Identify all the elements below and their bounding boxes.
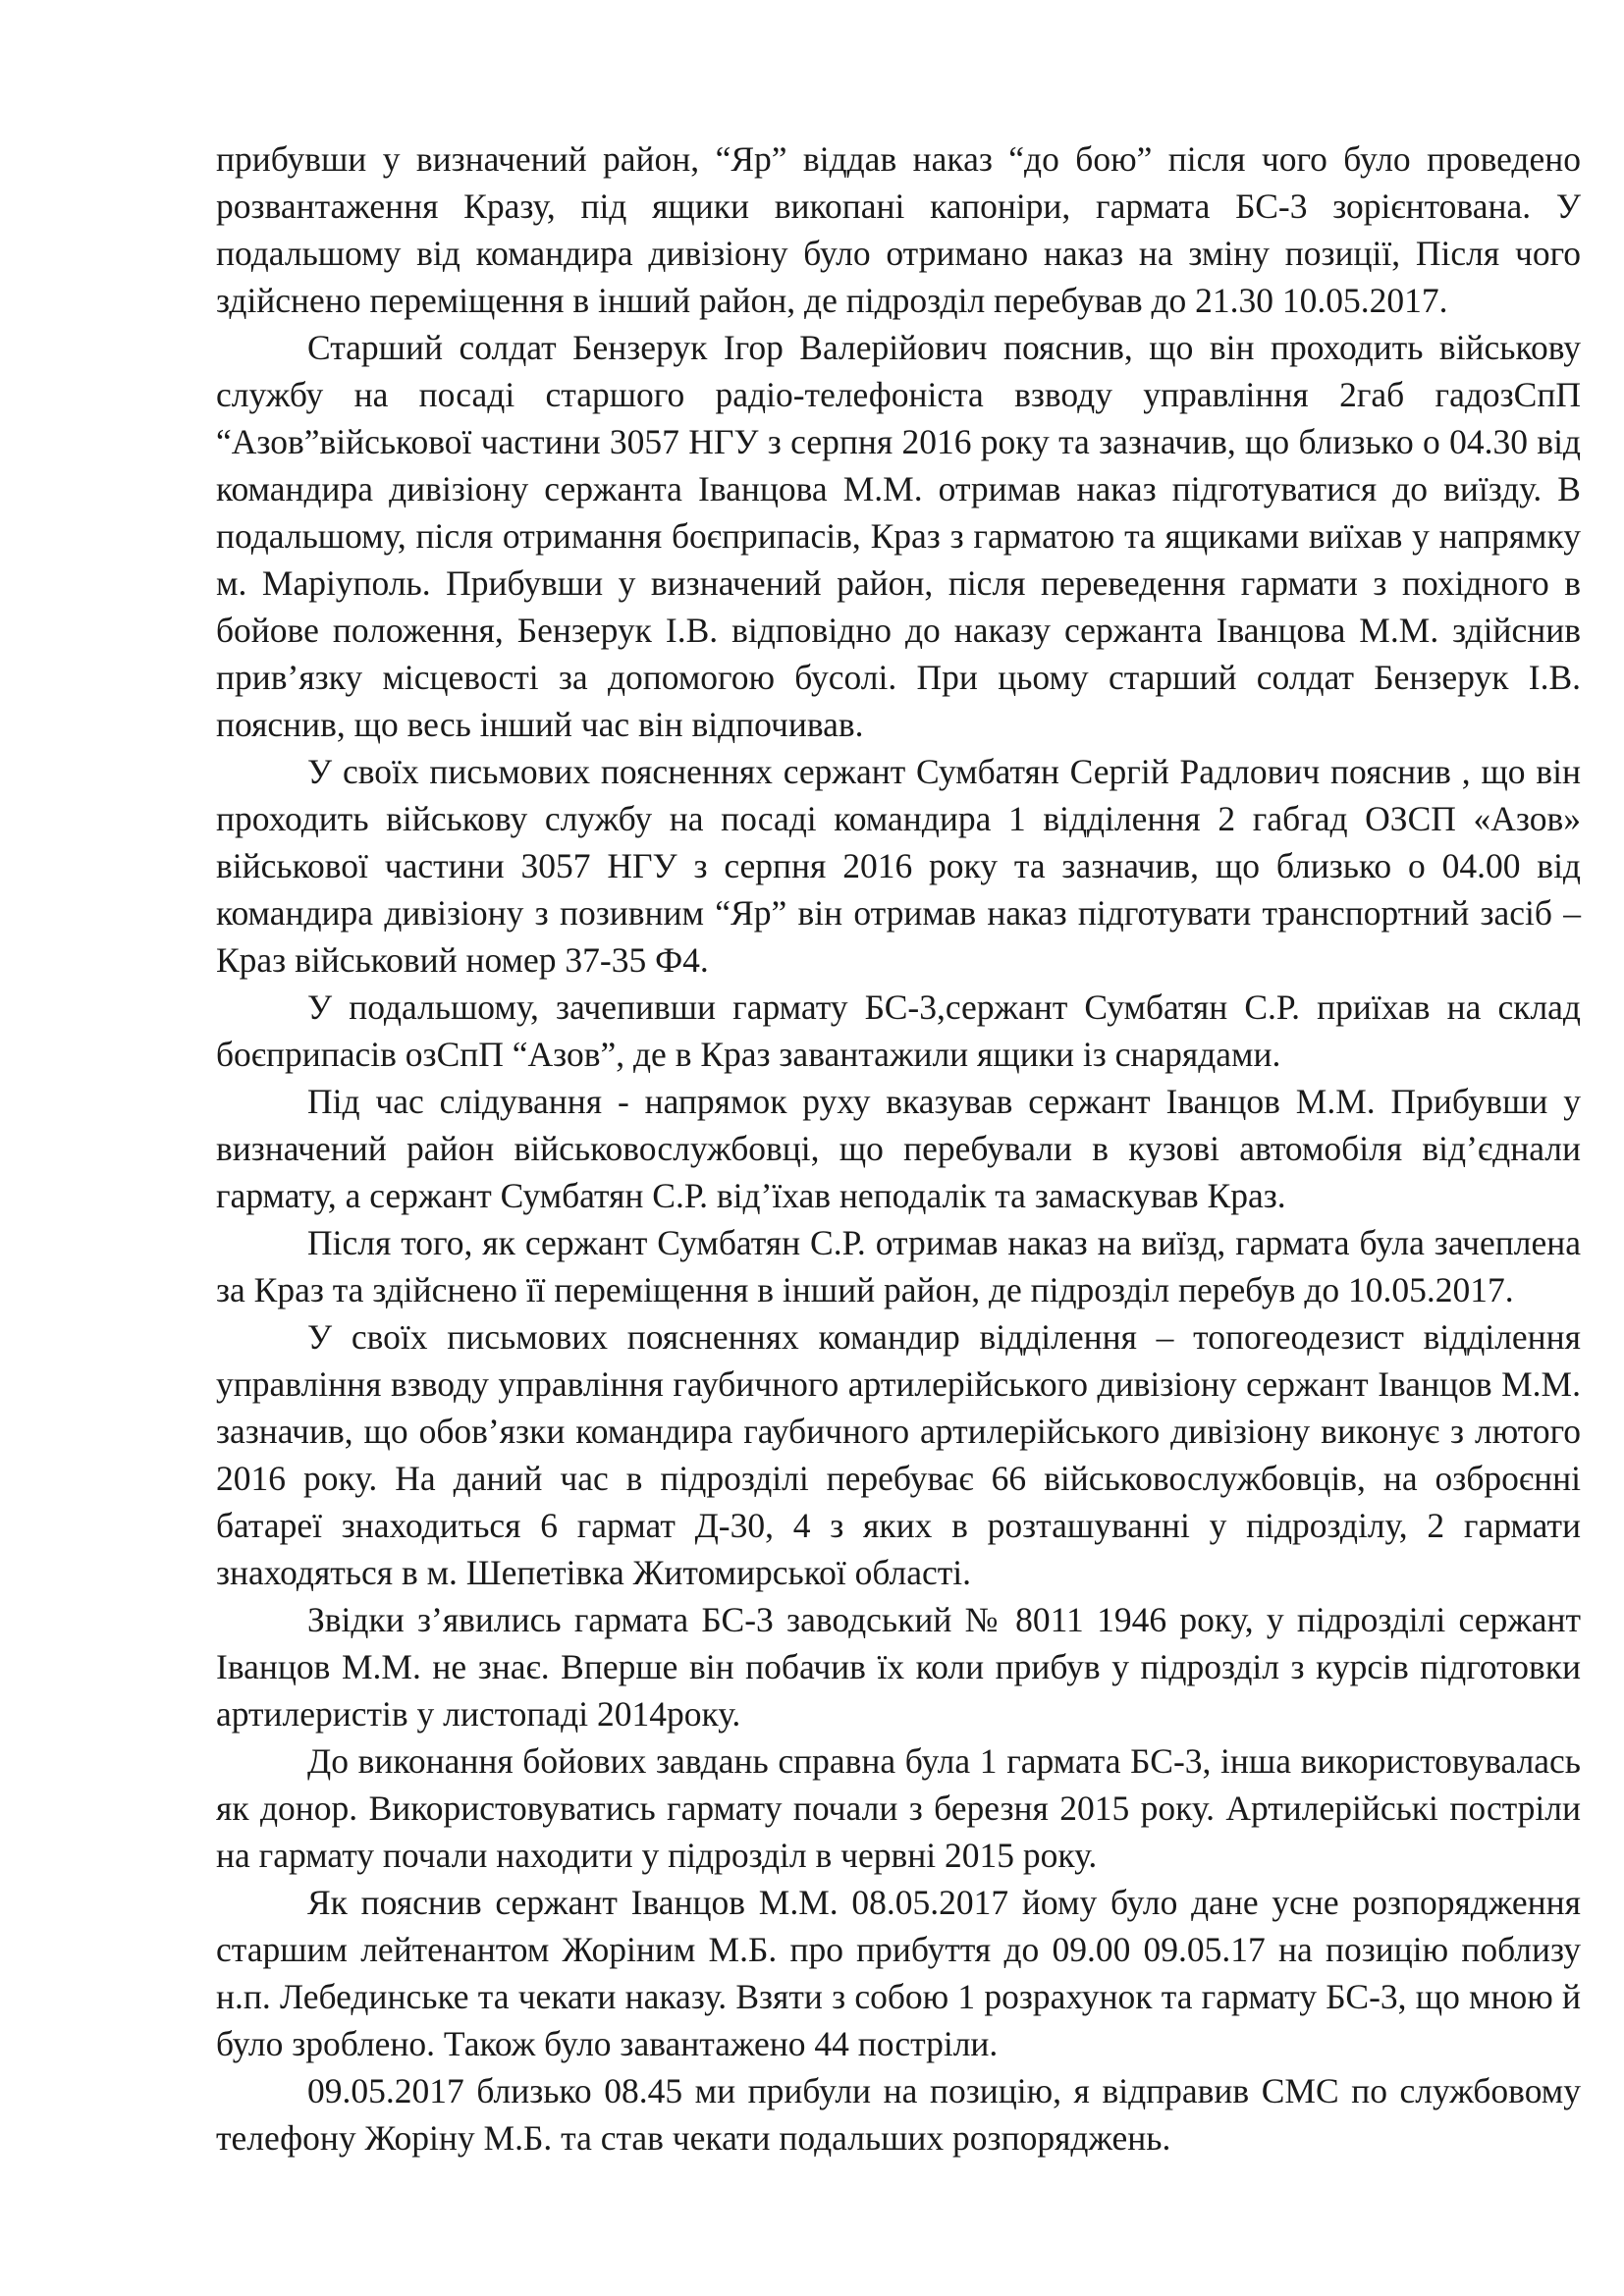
paragraph-7: У своїх письмових поясненнях командир відділення – топогеодезист відділення управління взводу управління гаубичного артилерійського дивізіону сержант Іванцов М.М. зазначив, що обов’язки командира гаубичного артилерійського дивізіону виконує з лютого 2016 року. На даний час в підрозділі перебуває 66 військовослужбовців, на озброєнні батареї знаходиться 6 гармат Д-30, 4 з яких в розташуванні у підрозділу, 2 гармати знаходяться в м. Шепетівка Житомирської області. — [216, 1317, 1581, 1592]
paragraph-3: У своїх письмових поясненнях сержант Сумбатян Сергій Радлович пояснив , що він проходить військову службу на посаді командира 1 відділення 2 габгад ОЗСП «Азов» військової частини 3057 НГУ з серпня 2016 року та зазначив, що близько о 04.00 від командира дивізіону з позивним “Яр” він отримав наказ підготувати транспортний засіб –Краз військовий номер 37-35 Ф4. — [216, 752, 1581, 980]
paragraph-2: Старший солдат Бензерук Ігор Валерійович пояснив, що він проходить військову службу на посаді старшого радіо-телефоніста взводу управління 2габ гадозСпП “Азов”військової частини 3057 НГУ з серпня 2016 року та зазначив, що близько о 04.30 від командира дивізіону сержанта Іванцова М.М. отримав наказ підготуватися до виїзду. В подальшому, після отримання боєприпасів, Краз з гарматою та ящиками виїхав у напрямку м. Маріуполь. Прибувши у визначений район, після переведення гармати з похідного в бойове положення, Бензерук І.В. відповідно до наказу сержанта Іванцова М.М. здійснив прив’язку місцевості за допомогою бусолі. При цьому старший солдат Бензерук І.В. пояснив, що весь інший час він відпочивав. — [216, 328, 1581, 744]
paragraph-6: Після того, як сержант Сумбатян С.Р. отримав наказ на виїзд, гармата була зачеплена за Краз та здійснено її переміщення в інший район, де підрозділ перебув до 10.05.2017. — [216, 1223, 1581, 1309]
paragraph-11: 09.05.2017 близько 08.45 ми прибули на позицію, я відправив СМС по службовому телефону Жоріну М.Б. та став чекати подальших розпоряджень. — [216, 2071, 1581, 2158]
document-page — [216, 135, 1581, 2162]
paragraph-10: Як пояснив сержант Іванцов М.М. 08.05.2017 йому було дане усне розпорядження старшим лейтенантом Жоріним М.Б. про прибуття до 09.00 09.05.17 на позицію поблизу н.п. Лебединське та чекати наказу. Взяти з собою 1 розрахунок та гармату БС-3, що мною й було зроблено. Також було завантажено 44 постріли. — [216, 1883, 1581, 2063]
paragraph-8: Звідки з’явились гармата БС-3 заводський № 8011 1946 року, у підрозділі сержант Іванцов М.М. не знає. Вперше він побачив їх коли прибув у підрозділ з курсів підготовки артилеристів у листопаді 2014року. — [216, 1600, 1581, 1734]
paragraph-4: У подальшому, зачепивши гармату БС-3,сержант Сумбатян С.Р. приїхав на склад боєприпасів озСпП “Азов”, де в Краз завантажили ящики із снарядами. — [216, 988, 1581, 1074]
paragraph-1: прибувши у визначений район, “Яр” віддав наказ “до бою” після чого було проведено розвантаження Кразу, під ящики викопані капоніри, гармата БС-3 зорієнтована. У подальшому від командира дивізіону було отримано наказ на зміну позиції, Після чого здійснено переміщення в інший район, де підрозділ перебував до 21.30 10.05.2017. — [216, 139, 1581, 320]
paragraph-9: До виконання бойових завдань справна була 1 гармата БС-3, інша використовувалась як донор. Використовуватись гармату почали з березня 2015 року. Артилерійські постріли на гармату почали находити у підрозділ в червні 2015 року. — [216, 1741, 1581, 1875]
paragraph-5: Під час слідування - напрямок руху вказував сержант Іванцов М.М. Прибувши у визначений район військовослужбовці, що перебували в кузові автомобіля від’єднали гармату, а сержант Сумбатян С.Р. від’їхав неподалік та замаскував Краз. — [216, 1082, 1581, 1215]
